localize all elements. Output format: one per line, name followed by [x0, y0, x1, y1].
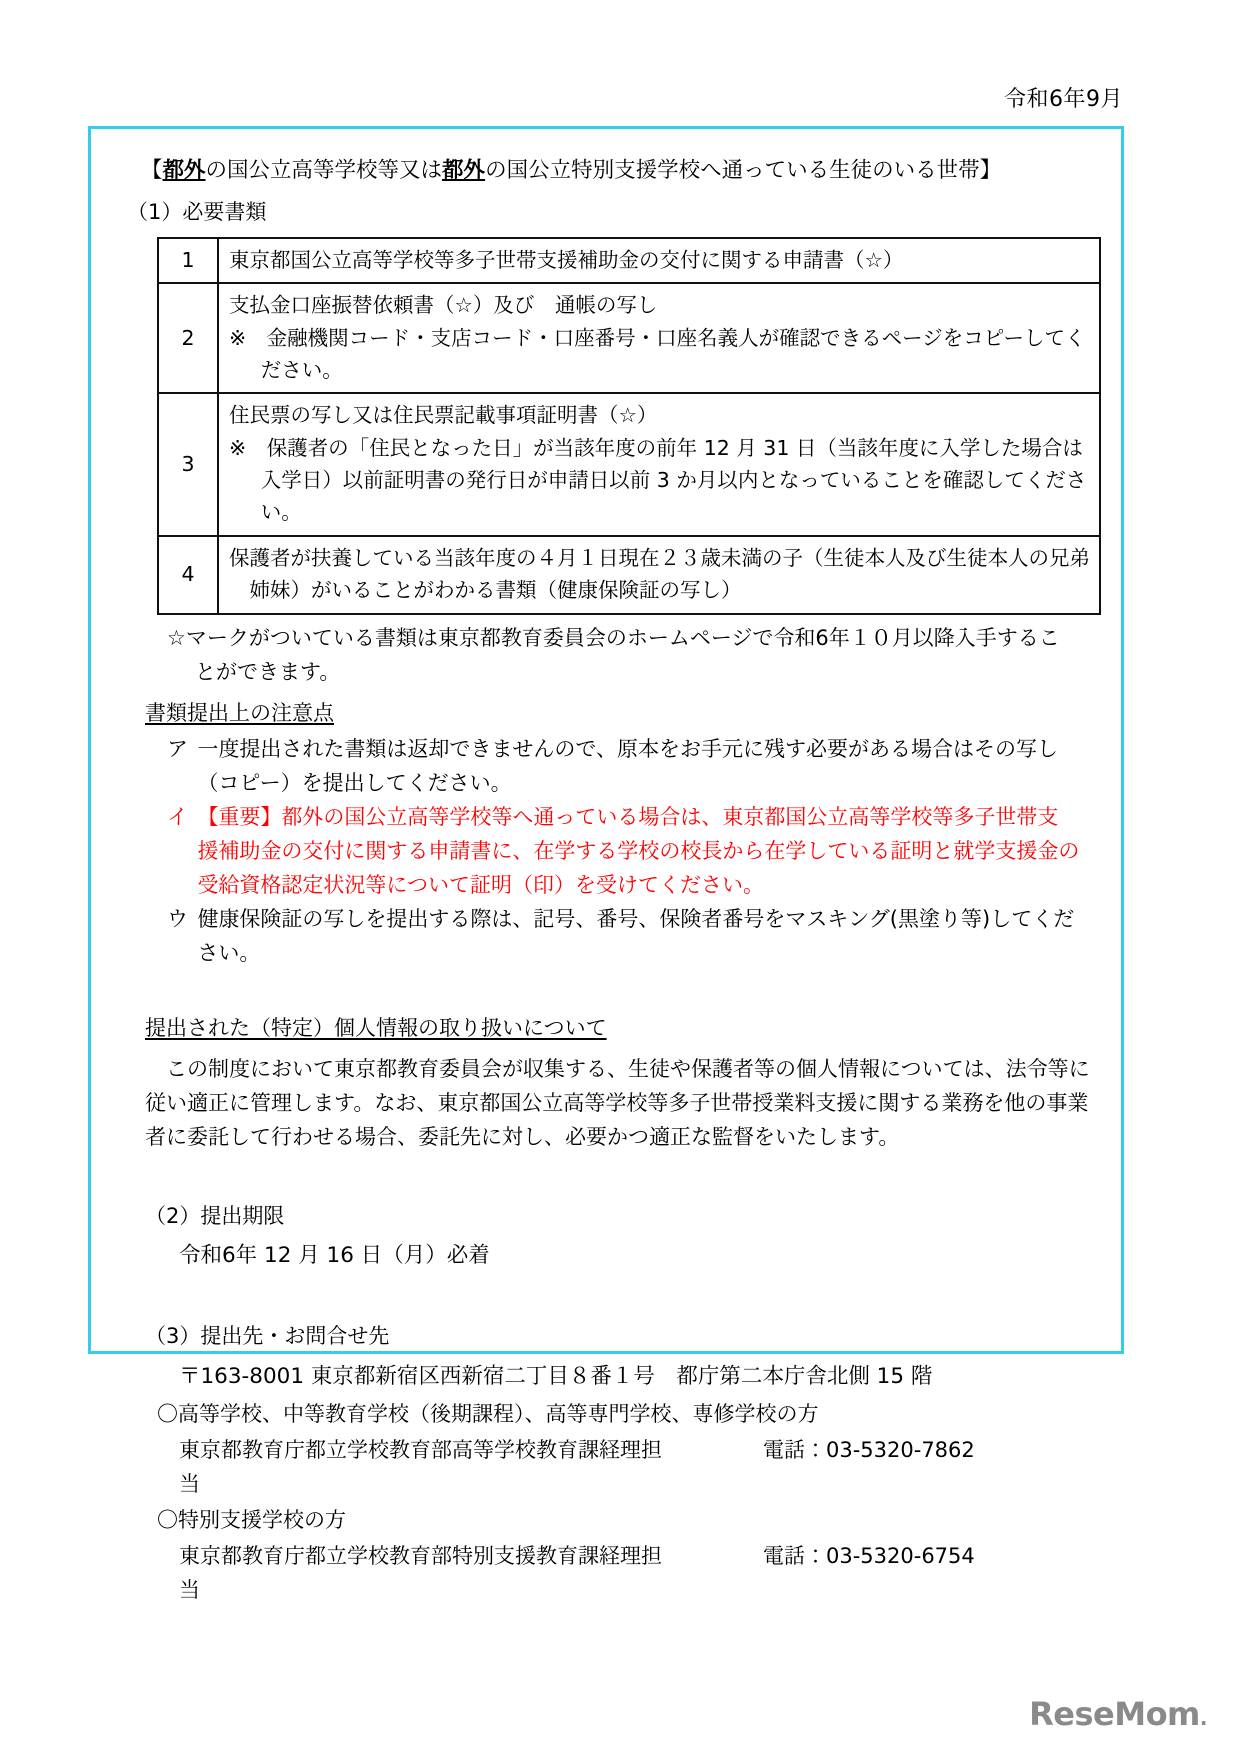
spacer [119, 1154, 1093, 1200]
contact-group-1-department: 東京都教育庁都立学校教育部高等学校教育課経理担当 [179, 1437, 662, 1496]
contact-group-1-row [179, 1433, 1093, 1501]
note-item-u [167, 902, 1102, 970]
note-item-line-1: 【重要】都外の国公立高等学校等へ通っている場合は、東京都国公立高等学校等多子世帯支 [197, 805, 1059, 830]
privacy-paragraph [145, 1052, 1105, 1154]
document-date: 令和6年9月 [1004, 87, 1123, 112]
table-row [158, 238, 1100, 283]
content-frame-inner [91, 129, 1121, 1602]
contact-group-2-header: 〇特別支援学校の方 [157, 1507, 346, 1532]
content-frame [88, 126, 1124, 1602]
row-number: 2 [158, 283, 218, 393]
contact-group-2-department: 東京都教育庁都立学校教育部特別支援教育課経理担当 [179, 1543, 662, 1602]
row-number: 1 [158, 238, 218, 283]
star-mark-note [167, 621, 1097, 689]
row-content [218, 393, 1100, 536]
table-row [158, 393, 1100, 536]
resemom-watermark [1029, 1695, 1207, 1733]
title-middle-1: の国公立高等学校等又は [205, 158, 443, 183]
required-documents-table [157, 237, 1101, 615]
row-content [218, 238, 1100, 283]
note-item-marker: ウ [167, 907, 188, 932]
row-text-line: 保護者が扶養している当該年度の４月１日現在２３歳未満の子（生徒本人及び生徒本人の兄弟姉妹）がいることがわかる書類（健康保険証の写し） [229, 545, 1090, 603]
privacy-heading-wrap [119, 1004, 1093, 1048]
row-text-line: 東京都国公立高等学校等多子世帯支援補助金の交付に関する申請書（☆） [229, 247, 904, 272]
note-item-line-2: さい。 [197, 941, 261, 966]
privacy-line-2: 従い適正に管理します。なお、東京都国公立高等学校等多子世帯授業料支援に関する業務を他の事業 [145, 1090, 1089, 1115]
submission-notes-heading: 書類提出上の注意点 [145, 700, 334, 725]
table-row [158, 536, 1100, 614]
note-item-marker: イ [167, 805, 188, 830]
table-row [158, 283, 1100, 393]
title-underline-1: 都外 [162, 158, 206, 183]
page-title [141, 155, 1093, 187]
row-text-note: ※ 金融機関コード・支店コード・口座番号・口座名義人が確認できるページをコピーしてください。 [229, 325, 1086, 382]
deadline-label: （2）提出期限 [145, 1203, 285, 1228]
note-item-line-1: 一度提出された書類は返却できませんので、原本をお手元に残す必要がある場合はその写し [197, 737, 1059, 762]
star-note-line-1: ☆マークがついている書類は東京都教育委員会のホームページで令和6年１０月以降入手するこ [167, 625, 1060, 650]
contact-group-2-row [179, 1539, 1093, 1607]
note-item-line-3: 受給資格認定状況等について証明（印）を受けてください。 [197, 873, 765, 898]
row-content [218, 283, 1100, 393]
title-underline-2: 都外 [442, 158, 486, 183]
note-item-line-2: （コピー）を提出してください。 [197, 771, 512, 796]
privacy-heading: 提出された（特定）個人情報の取り扱いについて [145, 1016, 607, 1041]
row-text-line: 住民票の写し又は住民票記載事項証明書（☆） [229, 403, 658, 428]
note-item-a [167, 732, 1102, 800]
note-item-line-2: 援補助金の交付に関する申請書に、在学する学校の校長から在学している証明と就学支援金の [197, 839, 1080, 864]
spacer [119, 1274, 1093, 1320]
title-bracket-open: 【 [141, 158, 163, 183]
contact-group-1-header: 〇高等学校、中等教育学校（後期課程）、高等専門学校、専修学校の方 [157, 1401, 819, 1426]
watermark-text: ReseMom [1029, 1695, 1200, 1733]
privacy-line-1: この制度において東京都教育委員会が収集する、生徒や保護者等の個人情報については、法令等に [166, 1056, 1090, 1081]
contact-label: （3）提出先・お問合せ先 [145, 1324, 390, 1349]
note-item-i-important [167, 800, 1102, 902]
deadline-value: 令和6年 12 月 16 日（月）必着 [179, 1243, 490, 1269]
row-number: 4 [158, 536, 218, 614]
privacy-line-3: 者に委託して行わせる場合、委託先に対し、必要かつ適正な監督をいたします。 [145, 1124, 900, 1149]
title-middle-2: の国公立特別支援学校へ通っている生徒のいる世帯】 [485, 158, 1002, 183]
contact-group-1-tel: 電話：03-5320-7862 [763, 1437, 975, 1462]
star-note-line-2: とができます。 [195, 659, 341, 684]
contact-group-2-tel: 電話：03-5320-6754 [763, 1543, 975, 1568]
submission-notes-heading-wrap [119, 689, 1093, 733]
spacer [119, 970, 1093, 1004]
contact-address: 〒163-8001 東京都新宿区西新宿二丁目８番１号 都庁第二本庁舎北側 15 階 [179, 1363, 933, 1389]
watermark-suffix: . [1199, 1706, 1207, 1730]
row-number: 3 [158, 393, 218, 536]
row-text-line: 支払金口座振替依頼書（☆）及び 通帳の写し [229, 293, 658, 318]
note-item-marker: ア [167, 737, 188, 762]
note-item-line-1: 健康保険証の写しを提出する際は、記号、番号、保険者番号をマスキング(黒塗り等)してくだ [197, 907, 1075, 932]
section-1-label: （1）必要書類 [127, 200, 267, 225]
row-content [218, 536, 1100, 614]
row-text-note: ※ 保護者の「住民となった日」が当該年度の前年 12 月 31 日（当該年度に入学した場合は入学日）以前証明書の発行日が申請日以前 3 か月以内となっていることを確認してください。 [229, 435, 1087, 525]
